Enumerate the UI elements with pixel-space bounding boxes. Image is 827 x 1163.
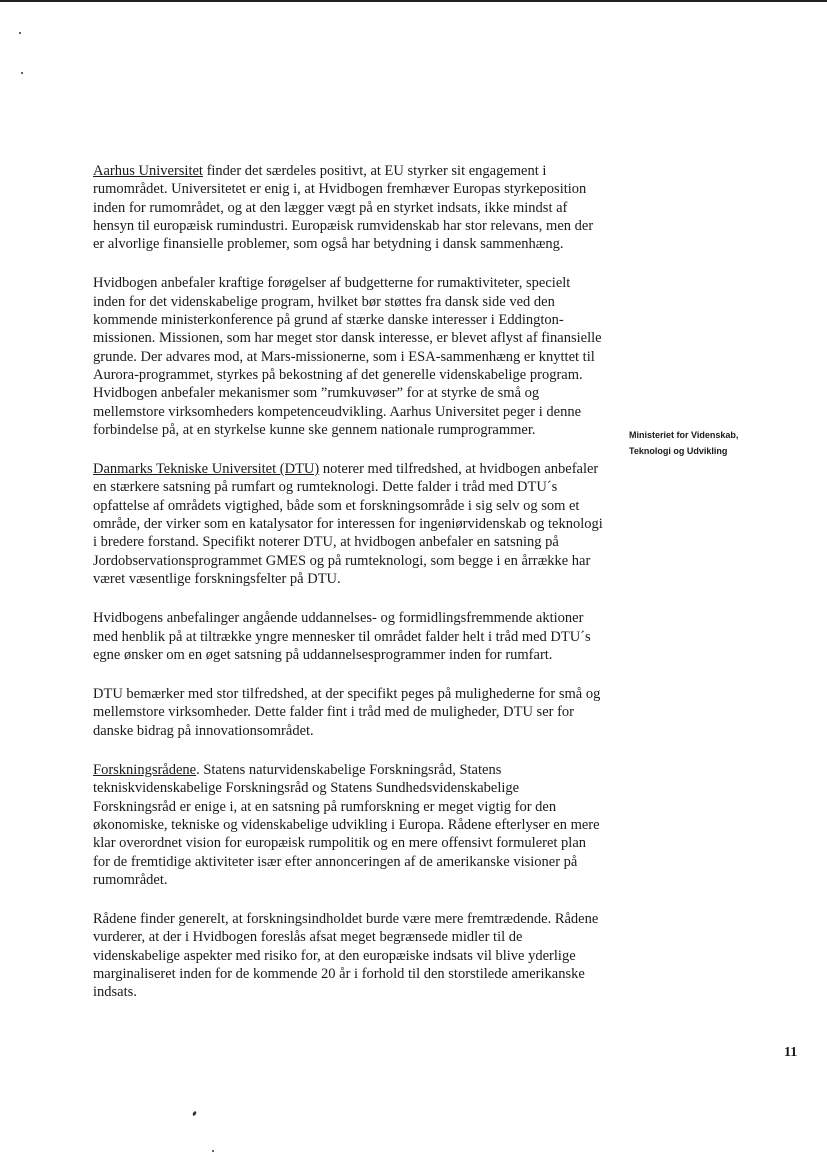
- paragraph-dtu-smes: [93, 685, 605, 740]
- institution-heading: Danmarks Tekniske Universitet (DTU): [93, 461, 320, 478]
- scan-speck: [21, 72, 23, 74]
- scan-speck: [212, 1150, 214, 1152]
- sidebar-line: Ministeriet for Videnskab,: [629, 430, 739, 440]
- paragraph-text: finder det særdeles positivt, at EU styrker sit engagement i rumområdet. Universitetet er enig i, at Hvidbogen fremhæver Europas styrkeposition inden for rumområdet, og at den lægger vægt på en styrket indsats, ikke mindst af hensyn til europæisk rumindustri. Europæisk rumvidenskab har stor relevans, men der er alvorlige finansielle problemer, som også har betydning i dansk sammenhæng.: [93, 163, 594, 253]
- page-number: 11: [784, 1045, 798, 1060]
- paragraph-dtu: [93, 460, 605, 588]
- paragraph-text: . Statens naturvidenskabelige Forskningsråd, Statens tekniskvidenskabelige Forskningsråd og Statens Sundhedsvidenskabelige Forskningsråd er enige i, at en satsning på rumforskning er meget vigtig for den økonomiske, tekniske og videnskabelige udvikling i Europa. Rådene efterlyser en mere klar overordnet vision for europæisk rumpolitik og en mere offensivt formuleret plan for de fremtidige aktiviteter især efter annonceringen af de amerikanske visioner på rumområdet.: [93, 762, 600, 888]
- paragraph-text: Hvidbogens anbefalinger angående uddannelses- og formidlingsfremmende aktioner med henblik på at tiltrække yngre mennesker til området falder helt i tråd med DTU´s egne ønsker om en øget satsning på uddannelsesprogrammer inden for rumfart.: [93, 610, 591, 663]
- institution-heading: Aarhus Universitet: [93, 163, 203, 179]
- document-body: [93, 162, 605, 1023]
- scan-speck: [19, 32, 21, 34]
- institution-heading: Forskningsrådene: [93, 762, 197, 779]
- paragraph-councils-research: [93, 910, 605, 1001]
- page-top-edge: [0, 0, 827, 2]
- paragraph-text: Hvidbogen anbefaler kraftige forøgelser af budgetterne for rumaktiviteter, specielt inden for det videnskabelige program, hvilket bør støttes fra dansk side ved den kommende ministerkonference på grund af stærke danske interesser i Eddington-missionen. Missionen, som har meget stor dansk interesse, er blevet aflyst af finansielle grunde. Der advares mod, at Mars-missionerne, som i ESA-sammenhæng er knyttet til Aurora-programmet, styrkes på bekostning af det generelle videnskabelige program. Hvidbogen anbefaler mekanismer som ”rumkuvøser” for at styrke de små og mellemstore virksomheders kompetenceudvikling. Aarhus Universitet peger i denne forbindelse på, at en styrkelse kunne ske gennem nationale rumprogrammer.: [93, 275, 602, 438]
- paragraph-research-councils: [93, 761, 605, 889]
- paragraph-aarhus-budget: [93, 274, 605, 439]
- paragraph-aarhus: [93, 162, 605, 253]
- sidebar-line: Teknologi og Udvikling: [629, 445, 728, 456]
- scan-speck: [192, 1111, 197, 1117]
- paragraph-text: Rådene finder generelt, at forskningsindholdet burde være mere fremtrædende. Rådene vurderer, at der i Hvidbogen foreslås afsat meget begrænsede midler til de videnskabelige aspekter med risiko for, at den europæiske indsats vil blive yderlige marginaliseret inden for de kommende 20 år i forhold til den storstilede amerikanske indsats.: [93, 911, 599, 1001]
- ministry-sidebar-label: [629, 428, 799, 459]
- paragraph-dtu-education: [93, 609, 605, 664]
- paragraph-text: DTU bemærker med stor tilfredshed, at der specifikt peges på mulighederne for små og mellemstore virksomheder. Dette falder fint i tråd med de muligheder, DTU ser for danske bidrag på innovationsområdet.: [93, 686, 601, 739]
- paragraph-text: noterer med tilfredshed, at hvidbogen anbefaler en stærkere satsning på rumfart og rumteknologi. Dette falder i tråd med DTU´s opfattelse af områdets vigtighed, både som et forskningsområde i sig selv og som et område, der virker som en katalysator for interessen for ingeniørvidenskab og teknologi i bredere forstand. Specifikt noterer DTU, at hvidbogen anbefaler en satsning på Jordobservationsprogrammet GMES og på rumteknologi, som begge i en årrække har været væsentlige forskningsfelter på DTU.: [93, 461, 603, 587]
